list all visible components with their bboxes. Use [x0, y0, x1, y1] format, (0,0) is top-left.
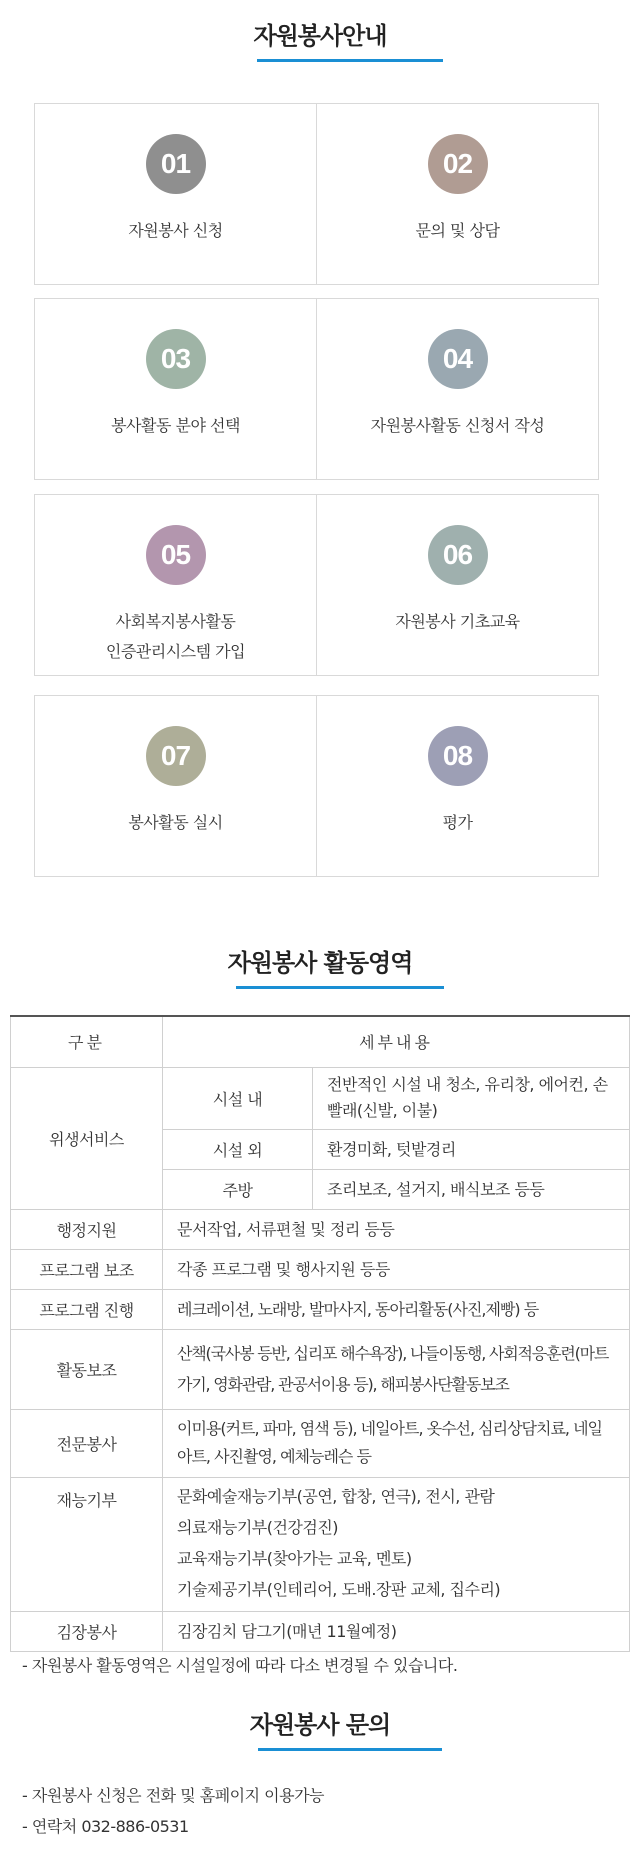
inquiry-title: 자원봉사 문의 — [249, 1711, 391, 1739]
step-06 — [316, 495, 598, 675]
row-category: 프로그램 진행 — [11, 1289, 163, 1329]
row-detail: 이미용(커트, 파마, 염색 등), 네일아트, 옷수선, 심리상담치료, 네일아트, 사진촬영, 예체능레슨 등 — [163, 1409, 630, 1477]
inquiry-line-contact: - 연락처 032-886-0531 — [22, 1817, 189, 1836]
row-detail: 조리보조, 설거지, 배식보조 등등 — [313, 1169, 630, 1209]
step-label: 봉사활동 분야 선택 — [111, 416, 240, 435]
table-row — [11, 1611, 630, 1651]
guide-title: 자원봉사안내 — [253, 22, 387, 50]
step-label: 사회복지봉사활동 인증관리시스템 가입 — [105, 612, 246, 661]
row-category: 프로그램 보조 — [11, 1249, 163, 1289]
header-category: 구분 — [11, 1016, 163, 1067]
step-row-4 — [34, 695, 599, 877]
row-category: 전문봉사 — [11, 1409, 163, 1477]
step-number-badge: 06 — [428, 525, 488, 585]
guide-title-underline — [257, 59, 443, 62]
step-number-badge: 03 — [146, 329, 206, 389]
step-01 — [35, 104, 316, 284]
step-number-badge: 08 — [428, 726, 488, 786]
row-detail: 전반적인 시설 내 청소, 유리창, 에어컨, 손빨래(신발, 이불) — [313, 1067, 630, 1129]
row-detail: 레크레이션, 노래방, 발마사지, 동아리활동(사진,제빵) 등 — [163, 1289, 630, 1329]
activity-note: - 자원봉사 활동영역은 시설일정에 따라 다소 변경될 수 있습니다. — [22, 1656, 458, 1675]
step-label: 문의 및 상담 — [415, 221, 500, 240]
header-detail: 세부내용 — [163, 1016, 630, 1067]
step-number-badge: 04 — [428, 329, 488, 389]
row-detail: 산책(국사봉 등반, 십리포 해수욕장), 나들이동행, 사회적응훈련(마트가기, 영화관람, 관공서이용 등), 해피봉사단활동보조 — [163, 1329, 630, 1409]
row-category: 재능기부 — [11, 1477, 163, 1611]
row-category: 위생서비스 — [11, 1067, 163, 1209]
step-02 — [316, 104, 598, 284]
row-category: 행정지원 — [11, 1209, 163, 1249]
table-row — [11, 1067, 630, 1129]
step-05 — [35, 495, 316, 675]
step-label: 봉사활동 실시 — [128, 813, 223, 832]
step-label: 자원봉사 신청 — [128, 221, 223, 240]
step-label: 자원봉사활동 신청서 작성 — [370, 416, 545, 435]
row-detail: 환경미화, 텃밭경리 — [313, 1129, 630, 1169]
table-row — [11, 1477, 630, 1611]
step-07 — [35, 696, 316, 876]
row-subcategory: 주방 — [163, 1169, 313, 1209]
inquiry-title-underline — [258, 1748, 442, 1751]
step-label: 평가 — [442, 813, 473, 832]
row-detail: 김장김치 담그기(매년 11월예정) — [163, 1611, 630, 1651]
table-header-row — [11, 1016, 630, 1067]
activity-title-underline — [236, 986, 444, 989]
step-row-2 — [34, 298, 599, 480]
inquiry-line-apply: - 자원봉사 신청은 전화 및 홈페이지 이용가능 — [22, 1786, 324, 1805]
row-category: 김장봉사 — [11, 1611, 163, 1651]
step-number-badge: 01 — [146, 134, 206, 194]
row-detail: 각종 프로그램 및 행사지원 등등 — [163, 1249, 630, 1289]
row-subcategory: 시설 외 — [163, 1129, 313, 1169]
table-row — [11, 1209, 630, 1249]
step-08 — [316, 696, 598, 876]
step-04 — [316, 299, 598, 479]
step-number-badge: 02 — [428, 134, 488, 194]
table-row — [11, 1329, 630, 1409]
row-detail: 문화예술재능기부(공연, 합창, 연극), 전시, 관람 의료재능기부(건강검진) 교육재능기부(찾아가는 교육, 멘토) 기술제공기부(인테리어, 도배.장판 교체, 집수리) — [163, 1477, 630, 1611]
activity-title: 자원봉사 활동영역 — [227, 949, 413, 977]
row-category: 활동보조 — [11, 1329, 163, 1409]
table-row — [11, 1289, 630, 1329]
table-row — [11, 1249, 630, 1289]
activity-table — [10, 1015, 630, 1652]
step-number-badge: 07 — [146, 726, 206, 786]
row-subcategory: 시설 내 — [163, 1067, 313, 1129]
step-label: 자원봉사 기초교육 — [395, 612, 520, 631]
row-detail: 문서작업, 서류편철 및 정리 등등 — [163, 1209, 630, 1249]
table-row — [11, 1409, 630, 1477]
step-row-1 — [34, 103, 599, 285]
step-03 — [35, 299, 316, 479]
step-number-badge: 05 — [146, 525, 206, 585]
step-row-3 — [34, 494, 599, 676]
